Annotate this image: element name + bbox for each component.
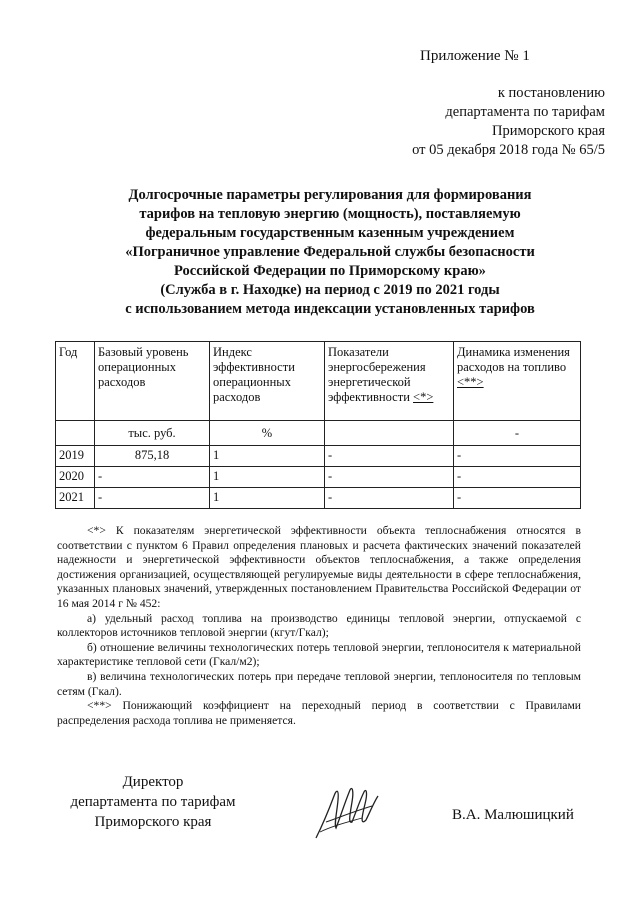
header-fuel-dynamics (454, 342, 581, 421)
cell-index: 1 (210, 467, 325, 488)
appendix-label: Приложение № 1 (420, 48, 530, 64)
footnote-paragraph: б) отношение величины технологических потерь тепловой энергии, теплоносителя к материальной характеристике тепловой сети (Гкал/м2); (57, 640, 581, 669)
table-row (56, 446, 581, 467)
title-line: (Служба в г. Находке) на период с 2019 по 2021 годы (160, 282, 500, 298)
cell-year: 2020 (56, 467, 95, 488)
title-line: Долгосрочные параметры регулирования для формирования (128, 187, 532, 203)
header-base-level: Базовый уровень операционных расходов (95, 342, 210, 421)
unit-base: тыс. руб. (95, 421, 210, 446)
footnote-ref-2: <**> (457, 375, 484, 389)
cell-base: - (95, 488, 210, 509)
position-line: Директор (122, 774, 184, 790)
signatory-name: В.А. Малюшицкий (452, 807, 574, 823)
handwritten-signature (312, 782, 382, 844)
cell-fuel: - (454, 467, 581, 488)
cell-fuel: - (454, 446, 581, 467)
decree-line: департамента по тарифам (445, 104, 605, 120)
cell-index: 1 (210, 488, 325, 509)
unit-index: % (210, 421, 325, 446)
cell-year: 2021 (56, 488, 95, 509)
document-title (60, 186, 600, 319)
header-energy-text: Показатели энергосбережения энергетической эффективности (328, 345, 426, 404)
footnote-paragraph: <*> К показателям энергетической эффективности объекта теплоснабжения относятся в соответствии с пунктом 6 Правил определения плановых и расчета фактических значений показателей надежности и энергетической эффективности объектов теплоснабжения, а также определения достижения организацией, осуществляющей регулируемые виды деятельности в сфере теплоснабжения, указанных плановых значений, утвержденных постановлением Правительства Российской Федерации от 16 мая 2014 г № 452: (57, 524, 581, 610)
cell-fuel: - (454, 488, 581, 509)
cell-base: - (95, 467, 210, 488)
decree-line: Приморского края (491, 123, 605, 139)
title-line: с использованием метода индексации установленных тарифов (125, 301, 535, 317)
header-efficiency-index: Индекс эффективности операционных расходов (210, 342, 325, 421)
cell-energy: - (325, 488, 454, 509)
title-line: федеральным государственным казенным учреждением (145, 225, 515, 241)
unit-fuel: - (454, 421, 581, 446)
unit-year (56, 421, 95, 446)
footnote-paragraph: а) удельный расход топлива на производство единицы тепловой энергии, отпускаемой с коллекторов источников тепловой энергии (кгут/Гкал); (57, 611, 581, 640)
table-row (56, 488, 581, 509)
table-row (56, 467, 581, 488)
parameters-table (55, 341, 581, 509)
cell-base: 875,18 (95, 446, 210, 467)
title-line: «Пограничное управление Федеральной службы безопасности (125, 244, 535, 260)
table-header-row (56, 342, 581, 421)
signatory-position (58, 772, 248, 832)
cell-energy: - (325, 446, 454, 467)
footnotes (57, 524, 581, 728)
cell-year: 2019 (56, 446, 95, 467)
cell-energy: - (325, 467, 454, 488)
unit-energy (325, 421, 454, 446)
header-fuel-text: Динамика изменения расходов на топливо (457, 345, 570, 374)
table-units-row (56, 421, 581, 446)
header-year: Год (56, 342, 95, 421)
decree-reference (330, 84, 605, 160)
decree-line: от 05 декабря 2018 года № 65/5 (412, 142, 605, 158)
footnote-paragraph: в) величина технологических потерь при передаче тепловой энергии, теплоносителя по тепловым сетям (Гкал). (57, 669, 581, 698)
footnote-ref-1: <*> (413, 390, 434, 404)
decree-line: к постановлению (497, 85, 605, 101)
position-line: департамента по тарифам (70, 794, 236, 810)
footnote-paragraph: <**> Понижающий коэффициент на переходный период в соответствии с Правилами распределения расхода топлива не применяется. (57, 699, 581, 727)
header-energy-indicators (325, 342, 454, 421)
cell-index: 1 (210, 446, 325, 467)
position-line: Приморского края (94, 814, 212, 830)
title-line: тарифов на тепловую энергию (мощность), поставляемую (139, 206, 521, 222)
title-line: Российской Федерации по Приморскому краю» (174, 263, 486, 279)
